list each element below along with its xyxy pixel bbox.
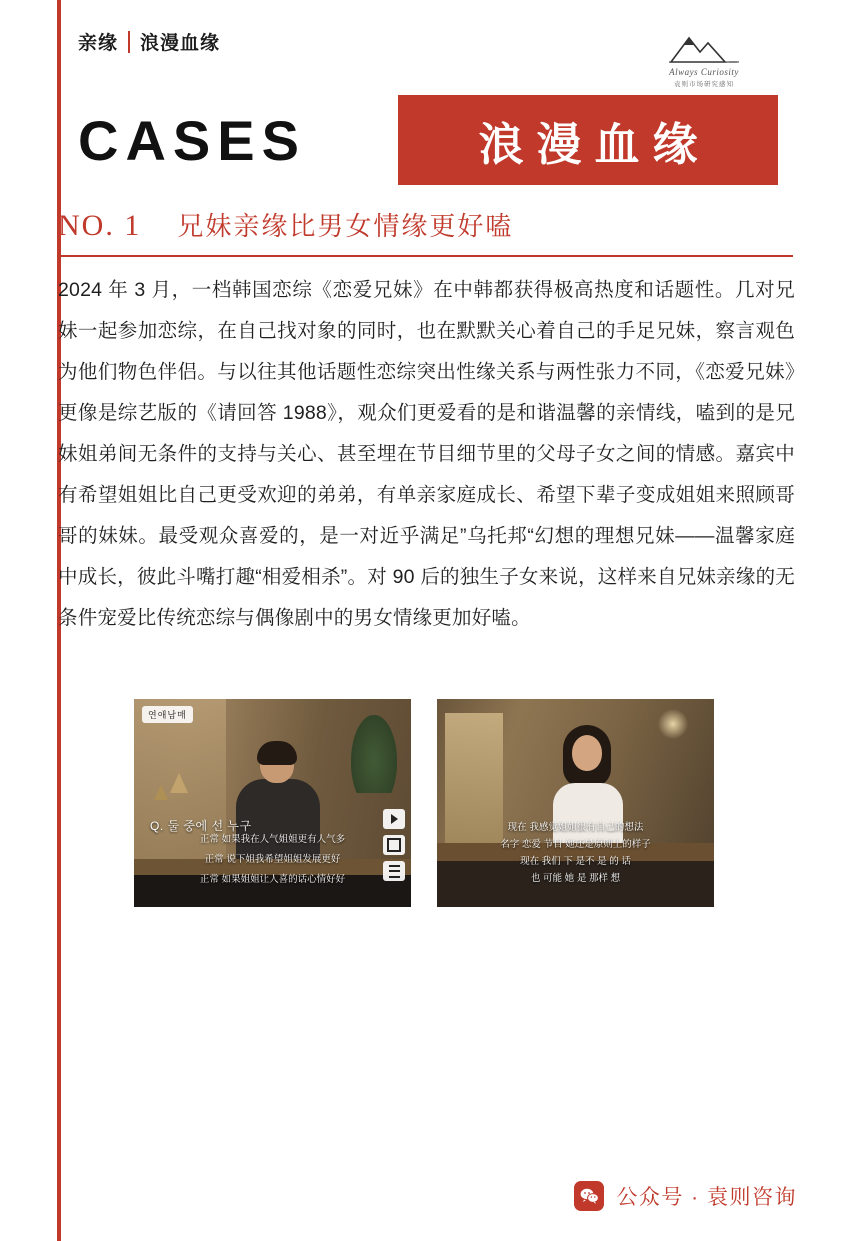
left-subtitle-3: 正常 如果姐姐让人喜的话心情好好 (199, 874, 346, 885)
right-lamp (658, 709, 688, 739)
wechat-glyph (580, 1188, 599, 1204)
wechat-icon (574, 1181, 604, 1211)
left-person (230, 745, 326, 865)
left-plant (351, 715, 397, 793)
play-icon[interactable] (383, 809, 405, 829)
right-bottom-bar (437, 861, 714, 907)
header-keyword: 亲缘 (78, 33, 119, 54)
title-english: CASES (78, 108, 306, 172)
stop-glyph (387, 838, 401, 852)
left-decor-triangle (170, 773, 188, 793)
title-band (78, 95, 778, 185)
right-subtitle-1: 现在 我感觉姐姐很有自己的想法 (507, 822, 644, 833)
left-program-badge: 연애남매 (142, 706, 193, 723)
logo-caption: 袁则市场研究感知 (674, 81, 734, 88)
brand-logo (649, 32, 759, 88)
page-header (78, 28, 220, 55)
screenshot-gallery (134, 699, 714, 907)
left-decor-triangle-small (154, 785, 168, 800)
footer (574, 1181, 797, 1211)
left-subtitle-1: 正常 如果我在人气姐姐更有人气多 (199, 834, 346, 845)
left-person-hair (257, 741, 297, 765)
right-subtitle-3: 现在 我们 下 是不 是 的 话 (520, 856, 631, 867)
right-subtitle-4: 也 可能 她 是 那样 想 (530, 873, 621, 884)
section-number: NO. 1 (58, 209, 142, 242)
screenshot-right (437, 699, 714, 907)
right-subtitle-2: 名字 恋爱 节目 她还是原则上的样子 (500, 839, 651, 850)
header-divider (128, 31, 130, 53)
left-subtitle-2: 正常 说下姐我希望姐姐发展更好 (204, 854, 341, 865)
left-korean-caption: Q. 둘 중에 선 누구 (150, 819, 252, 833)
footer-text: 公众号 · 袁则咨询 (616, 1186, 797, 1209)
section-title: 兄妹亲缘比男女情缘更好嗑 (177, 211, 514, 241)
stop-icon[interactable] (383, 835, 405, 855)
right-shelf (445, 713, 503, 863)
title-chinese: 浪漫血缘 (398, 95, 778, 185)
section-heading (58, 206, 793, 257)
screenshot-left (134, 699, 411, 907)
list-icon[interactable] (383, 861, 405, 881)
list-glyph (389, 865, 400, 878)
play-glyph (391, 814, 398, 824)
mountain-icon (667, 32, 741, 66)
header-subtitle: 浪漫血缘 (140, 33, 221, 54)
right-person-head (572, 735, 602, 771)
body-paragraph: 2024 年 3 月，一档韩国恋综《恋爱兄妹》在中韩都获得极高热度和话题性。几对兄妹一起参加恋综，在自己找对象的同时，也在默默关心着自己的手足兄妹，察言观色为他们物色伴侣。与以往其他话题性恋综突出性缘关系与两性张力不同，《恋爱兄妹》更像是综艺版的《请回答 1988》，观众们更爱看的是和谐温馨的亲情线，嗑到的是兄妹姐弟间无条件的支持与关心、甚至埋在节目细节里的父母子女之间的情感。嘉宾中有希望姐姐比自己更受欢迎的弟弟，有单亲家庭成长、希望下辈子变成姐姐来照顾哥哥的妹妹。最受观众喜爱的，是一对近乎满足”乌托邦“幻想的理想兄妹——温馨家庭中成长，彼此斗嘴打趣“相爱相杀”。对 90 后的独生子女来说，这样来自兄妹亲缘的无条件宠爱比传统恋综与偶像剧中的男女情缘更加好嗑。 (58, 279, 795, 629)
logo-script-text: Always Curiosity (669, 67, 739, 77)
